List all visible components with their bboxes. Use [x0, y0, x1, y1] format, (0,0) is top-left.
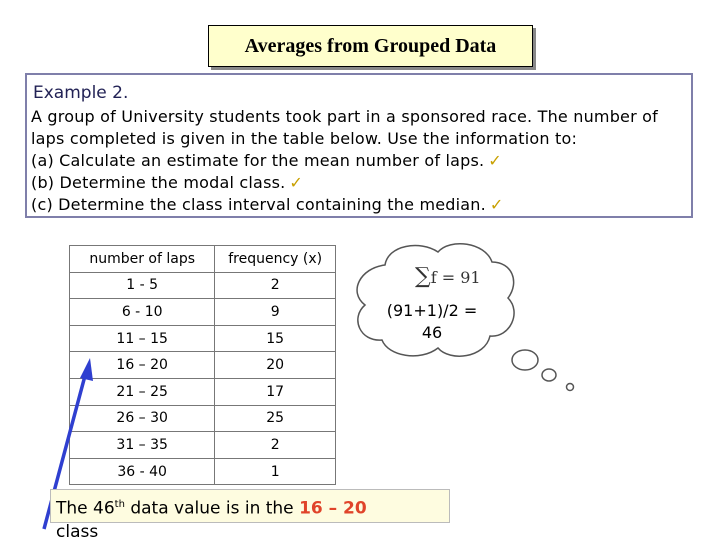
frequency-cell: 2: [215, 432, 336, 459]
laps-cell: 36 - 40: [70, 458, 215, 485]
frequency-cell: 20: [215, 352, 336, 379]
frequency-cell: 17: [215, 378, 336, 405]
laps-cell: 6 - 10: [70, 299, 215, 326]
laps-cell: 31 – 35: [70, 432, 215, 459]
answer-text: [56, 493, 456, 544]
check-icon: ✓: [488, 151, 502, 170]
median-class-highlight: 16 – 20: [299, 498, 367, 519]
laps-cell: 21 – 25: [70, 378, 215, 405]
frequency-cell: 25: [215, 405, 336, 432]
calc-line-2: 46: [421, 323, 443, 342]
answer-middle: data value is in the: [124, 498, 300, 519]
laps-cell: 26 – 30: [70, 405, 215, 432]
task-a-text: (a) Calculate an estimate for the mean number of laps.: [31, 151, 485, 170]
answer-prefix: The 46: [56, 498, 115, 519]
answer-suffix: class: [56, 521, 99, 542]
frequency-cell: 9: [215, 299, 336, 326]
calc-line-1: (91+1)/2 =: [386, 301, 478, 320]
check-icon: ✓: [489, 195, 504, 214]
example-line-2: laps completed is given in the table below. Use the information to:: [31, 129, 578, 148]
frequency-cell: 15: [215, 325, 336, 352]
sum-of-frequencies: [415, 264, 481, 289]
laps-cell: 16 – 20: [70, 352, 215, 379]
column-header-frequency: frequency (x): [215, 246, 336, 273]
task-b-text: (b) Determine the modal class.: [31, 173, 286, 192]
sum-value: f = 91: [430, 268, 481, 287]
median-position-calc: [376, 300, 488, 344]
page-title: Averages from Grouped Data: [244, 35, 497, 57]
example-line-1: A group of University students took part in a sponsored race. The number of: [31, 107, 658, 126]
task-c-text: (c) Determine the class interval containing the median.: [31, 195, 486, 214]
check-icon: ✓: [289, 173, 304, 192]
sigma-symbol: ∑: [415, 264, 431, 289]
laps-cell: 1 - 5: [70, 272, 215, 299]
example-heading: Example 2.: [33, 83, 129, 103]
answer-sup: th: [114, 499, 125, 510]
column-header-laps: number of laps: [70, 246, 215, 273]
frequency-cell: 2: [215, 272, 336, 299]
laps-cell: 11 – 15: [70, 325, 215, 352]
frequency-cell: 1: [215, 458, 336, 485]
